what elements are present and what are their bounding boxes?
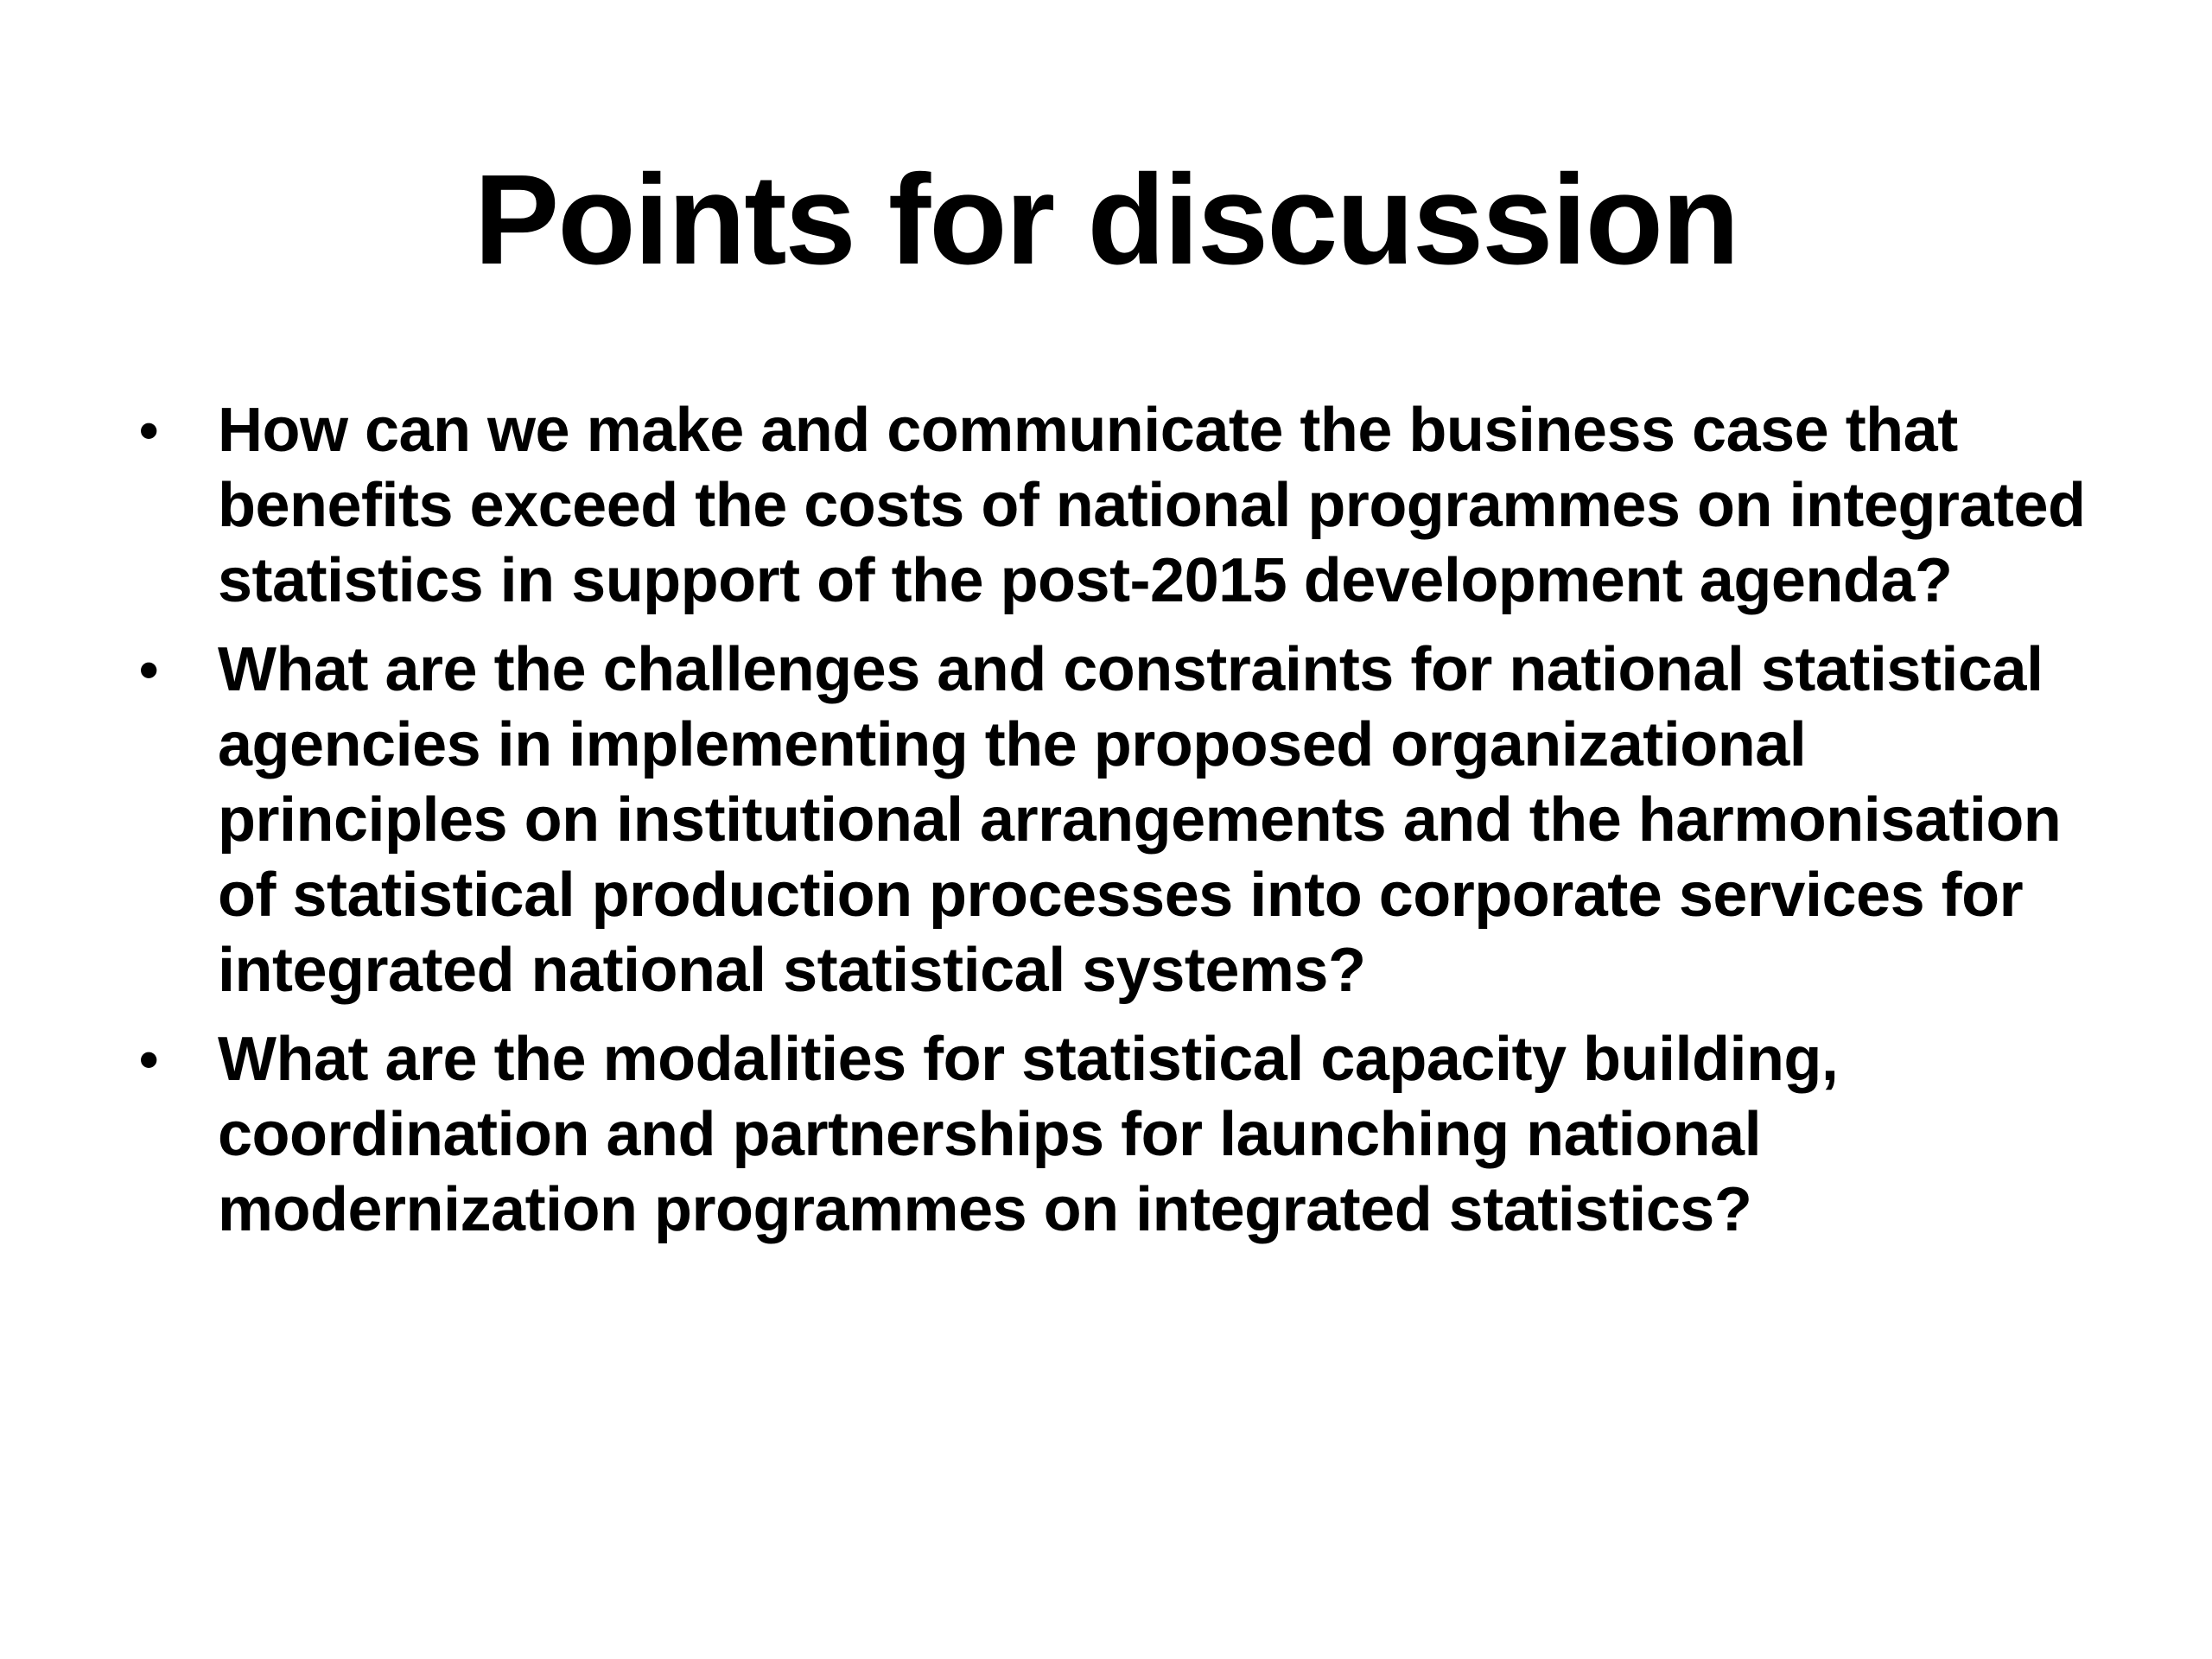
bullet-item [131, 1022, 2101, 1248]
bullet-marker: • [139, 1028, 158, 1090]
bullet-item [131, 632, 2101, 1008]
bullet-marker: • [139, 399, 158, 461]
bullet-text: What are the modalities for statistical capacity building, coordination and partnerships for launching national modernization programmes on integrated statistics? [218, 1025, 1839, 1244]
bullet-text: How can we make and communicate the business case that benefits exceed the costs of national programmes on integrated statistics in support of the post-2015 development agenda? [218, 396, 2086, 615]
bullet-marker: • [139, 639, 158, 701]
bullet-list [131, 393, 2101, 1262]
slide-title: Points for discussion [474, 149, 1738, 291]
bullet-text: What are the challenges and constraints for national statistical agencies in implementing the proposed organizational principles on institutional arrangements and the harmonisation of statistical production processes into corporate services for integrated national statistical systems? [218, 635, 2062, 1005]
bullet-item [131, 393, 2101, 619]
